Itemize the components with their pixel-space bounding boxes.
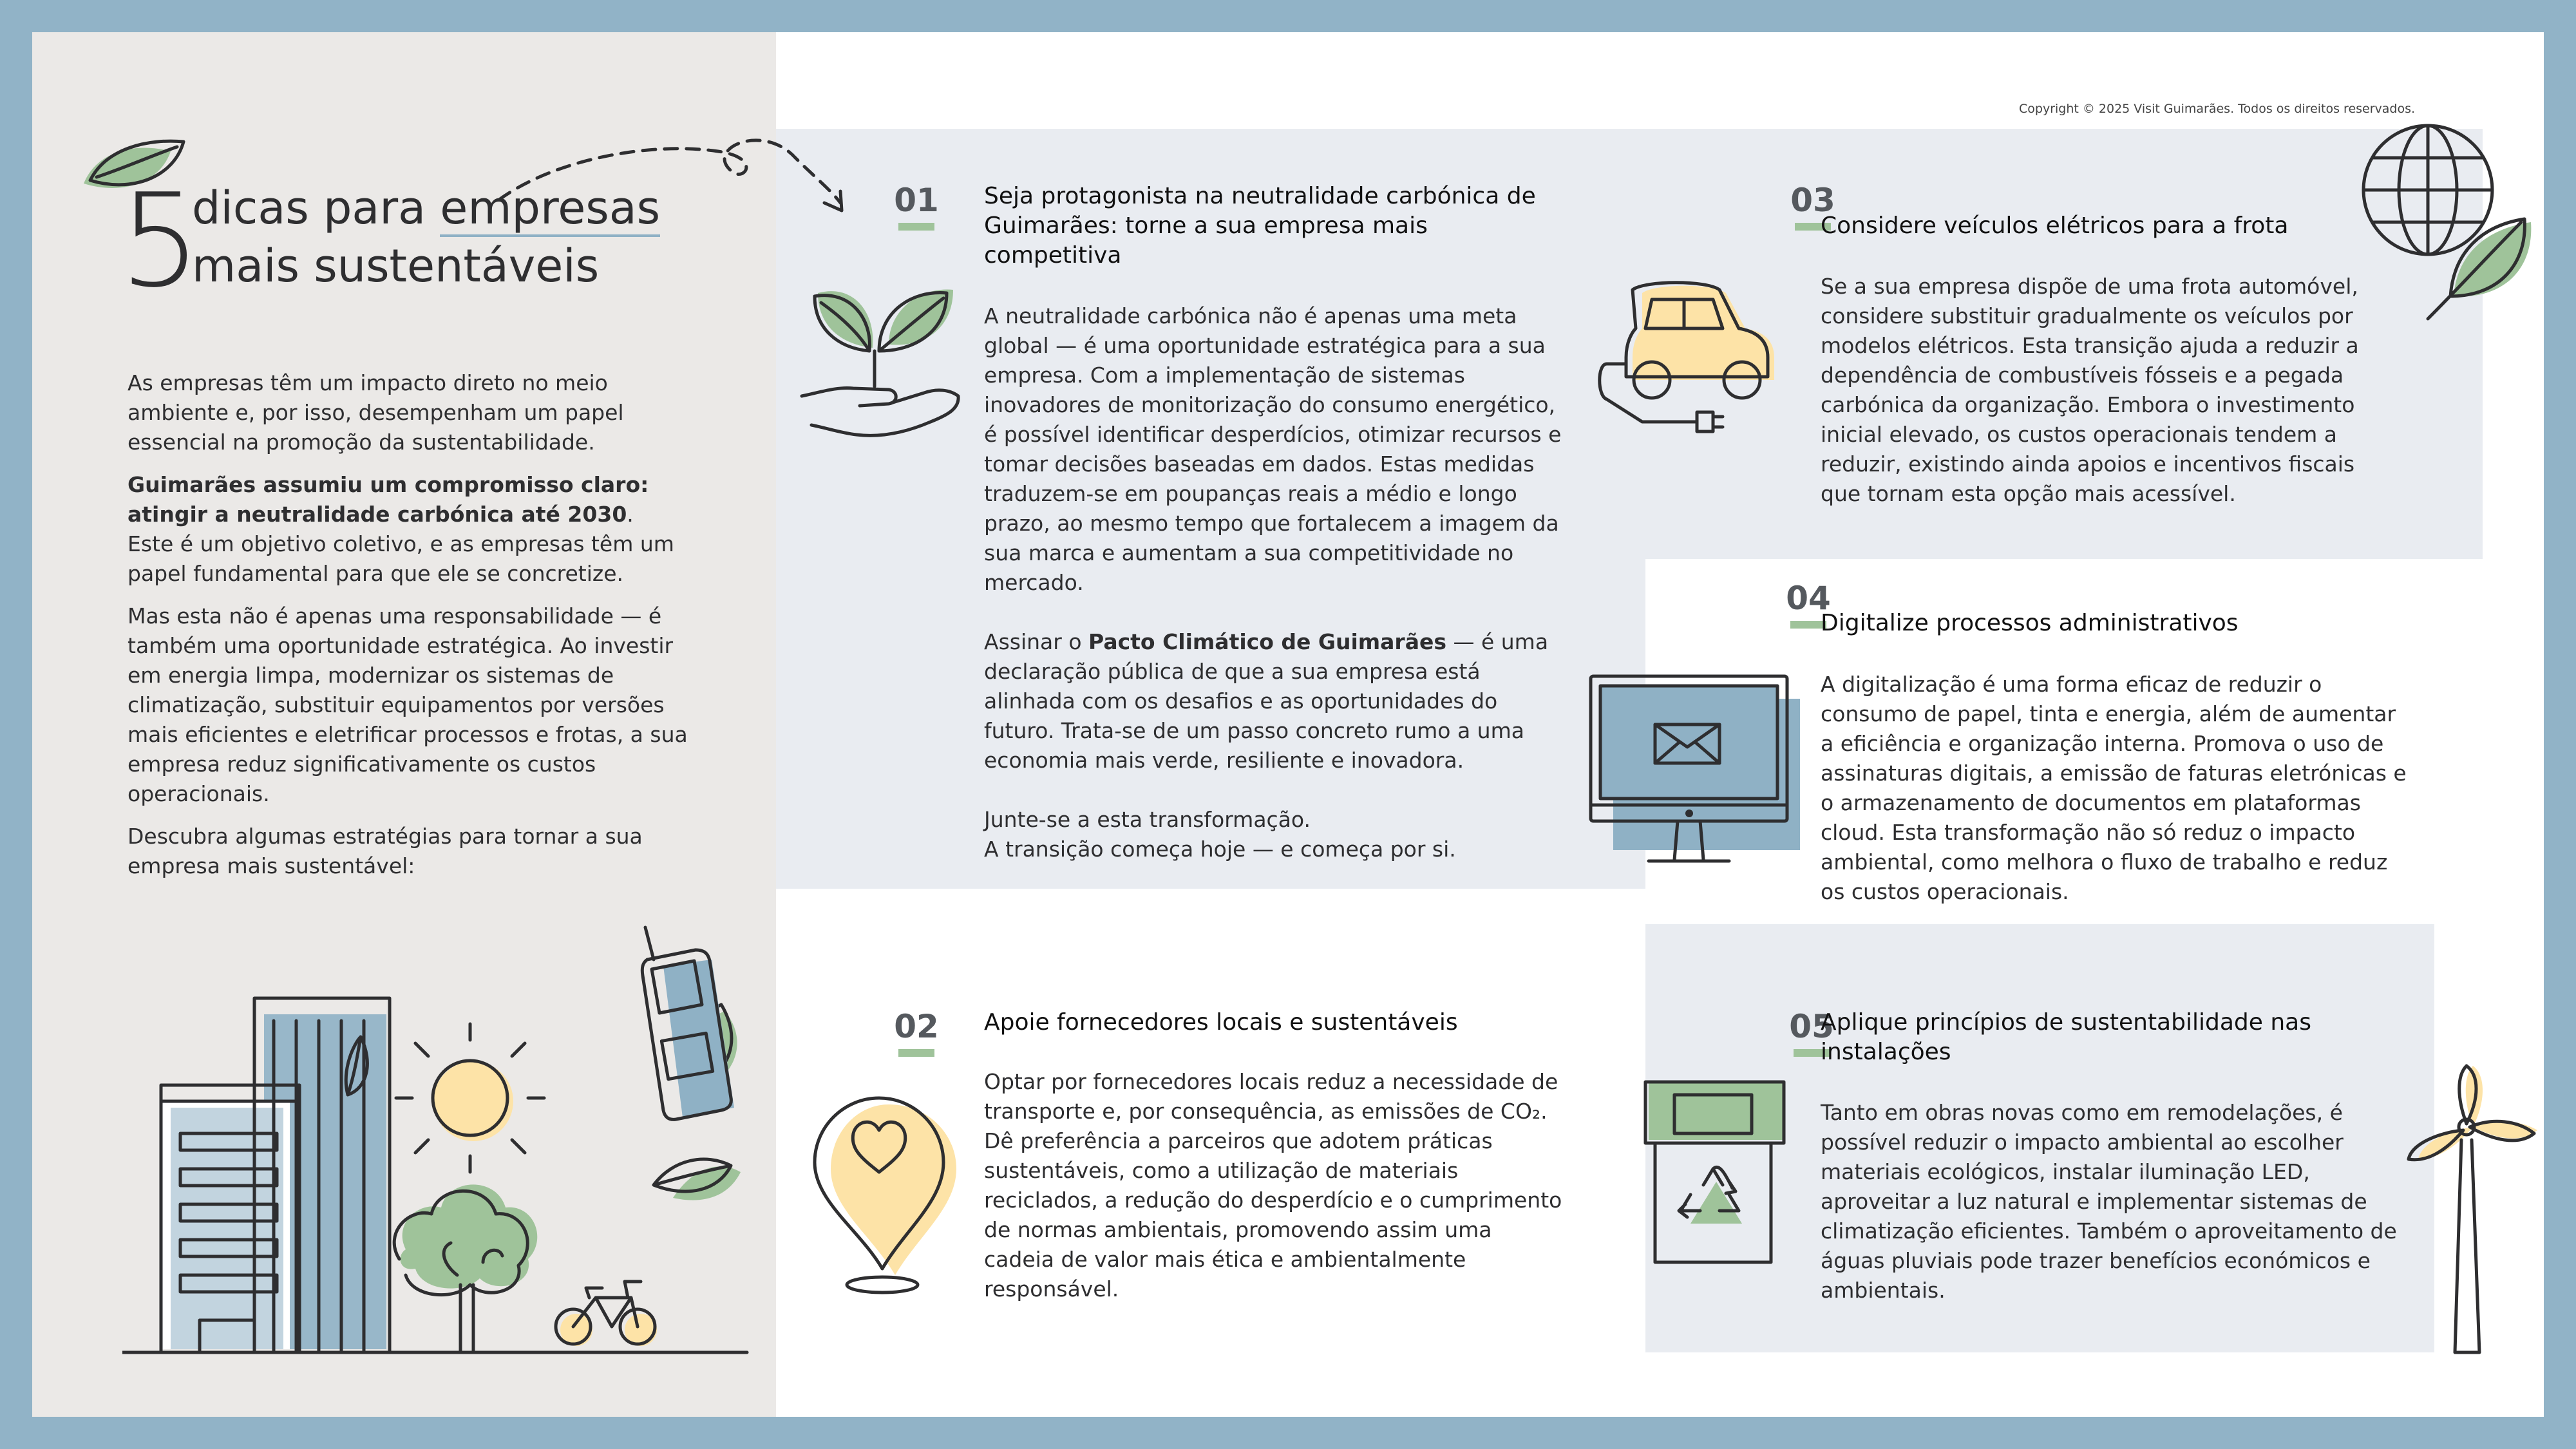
globe-leaf-icon xyxy=(2357,119,2544,332)
tip-03-body xyxy=(1821,272,2400,538)
tip-05-paragraph: Tanto em obras novas como em remodelações, é possível reduzir o impacto ambiental ao escolher materiais ecológicos, instalar iluminação LED, aproveitar a luz natural e implementar sistemas de climatização eficientes. Também o aproveitamento de águas pluviais pode trazer benefícios económicos e ambientais. xyxy=(1821,1100,2397,1303)
tip-01-paragraph-3: Junte-se a esta transformação. A transição começa hoje — e começa por si. xyxy=(984,807,1456,862)
tip-01-title: Seja protagonista na neutralidade carbónica de Guimarães: torne a sua empresa mais competitiva xyxy=(984,183,1536,269)
recycling-building-icon xyxy=(1639,1079,1800,1272)
intro-paragraph-3: Mas esta não é apenas uma responsabilidade — é também uma oportunidade estratégica. Ao investir em energia limpa, modernizar os sistemas de climatização, substituir equipamentos por versões mais eficientes e eletrificar processos e frotas, a sua empresa reduz significativamente os custos operacionais. xyxy=(128,603,688,806)
tip-03-number: 03 xyxy=(1781,182,1845,231)
heart-location-pin-icon xyxy=(805,1088,960,1301)
computer-monitor-email-icon xyxy=(1587,673,1806,892)
page-title-line-1: dicas para empresas xyxy=(192,182,660,234)
tip-04-title: Digitalize processos administrativos xyxy=(1821,610,2239,636)
intro-paragraph-1: As empresas têm um impacto direto no meio ambiente e, por isso, desempenham um papel essencial na promoção da sustentabilidade. xyxy=(128,370,624,455)
tip-02-number: 02 xyxy=(884,1008,949,1057)
city-illustration xyxy=(122,914,753,1365)
big-number-5: 5 xyxy=(119,166,202,316)
tip-01-paragraph-2: Assinar o Pacto Climático de Guimarães — é uma declaração pública de que a sua empresa está alinhada com os desafios e as oportunidades do futuro. Trata-se de um passo concreto rumo a uma economia mais verde, resiliente e inovadora. xyxy=(984,629,1549,773)
electric-car-icon xyxy=(1584,274,1810,454)
tip-02-paragraph: Optar por fornecedores locais reduz a necessidade de transporte e, por consequência, as emissões de CO₂. Dê preferência a parceiros que adotem práticas sustentáveis, como a utilização de materiais reciclados, a redução do desperdício e o cumprimento de normas ambientais, promovendo assim uma cadeia de valor mais ética e ambientalmente responsável. xyxy=(984,1069,1562,1302)
copyright-notice: Copyright © 2025 Visit Guimarães. Todos os direitos reservados. xyxy=(2019,102,2416,116)
tip-05-title: Aplique princípios de sustentabilidade nas instalações xyxy=(1821,1009,2311,1065)
tip-02-title: Apoie fornecedores locais e sustentáveis xyxy=(984,1009,1458,1036)
tip-01-number: 01 xyxy=(884,182,949,231)
intro-paragraph-4: Descubra algumas estratégias para tornar a sua empresa mais sustentável: xyxy=(128,824,643,878)
tip-05-body xyxy=(1821,1098,2413,1335)
tip-02-body xyxy=(984,1067,1564,1334)
tip-05-number: 05 xyxy=(1779,1008,1844,1057)
plant-in-hand-icon xyxy=(792,274,972,451)
page-title-line-2: mais sustentáveis xyxy=(192,240,600,292)
intro-paragraph-2: Guimarães assumiu um compromisso claro: atingir a neutralidade carbónica até 2030. Este é um objetivo coletivo, e as empresas têm um papel fundamental para que ele se concretize. xyxy=(128,472,674,586)
tip-04-number: 04 xyxy=(1776,580,1841,629)
tip-04-paragraph: A digitalização é uma forma eficaz de reduzir o consumo de papel, tinta e energia, além de aumentar a eficiência e organização interna. Promova o uso de assinaturas digitais, a emissão de faturas eletrónicas e o armazenamento de documentos em plataformas cloud. Esta transformação não só reduz o impacto ambiental, como melhora o fluxo de trabalho e reduz os custos operacionais. xyxy=(1821,672,2407,904)
tip-04-body xyxy=(1821,670,2413,936)
tip-01-paragraph-1: A neutralidade carbónica não é apenas uma meta global — é uma oportunidade estratégica para a sua empresa. Com a implementação de sistemas inovadores de monitorização do consumo energético, é possível identificar desperdícios, otimizar recursos e tomar decisões baseadas em dados. Estas medidas traduzem-se em poupanças reais a médio e longo prazo, ao mesmo tempo que fortalecem a imagem da sua marca e aumentam a sua competitividade no mercado. xyxy=(984,303,1562,595)
title-highlight: empresas xyxy=(440,182,660,237)
tip-01-body xyxy=(984,301,1564,894)
poster-frame xyxy=(32,32,2544,1417)
tip-03-title: Considere veículos elétricos para a frota xyxy=(1821,213,2289,239)
intro-text xyxy=(128,368,707,894)
tip-03-paragraph: Se a sua empresa dispõe de uma frota automóvel, considere substituir gradualmente os veículos por modelos elétricos. Esta transição ajuda a reduzir a dependência de combustíveis fósseis e a pegada carbónica da organização. Embora o investimento inicial elevado, os custos operacionais tendem a reduzir, existindo ainda apoios e incentivos fiscais que tornam esta opção mais acessível. xyxy=(1821,274,2359,506)
wind-turbine-icon xyxy=(2383,1063,2544,1359)
